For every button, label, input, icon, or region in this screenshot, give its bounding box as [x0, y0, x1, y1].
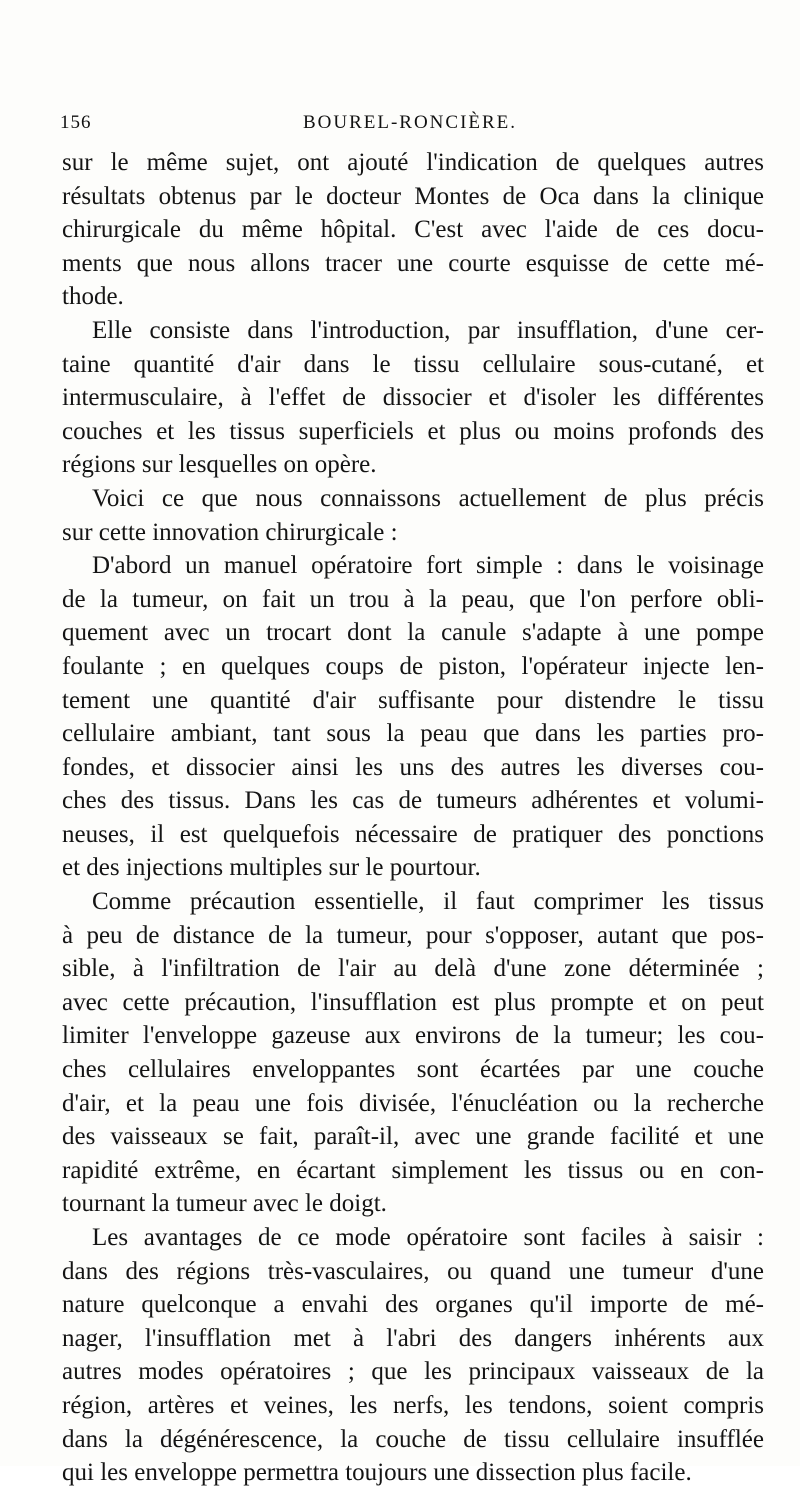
page-number: 156 [60, 112, 92, 133]
text-line: d'air, et la peau une fois divisée, l'énucléation ou la recherche [62, 1089, 764, 1117]
text-line: ches des tissus. Dans les cas de tumeurs adhérentes et volumi- [62, 787, 764, 815]
text-line: dans des régions très-vasculaires, ou quand une tumeur d'une [62, 1257, 764, 1285]
text-line: avec cette précaution, l'insufflation est plus prompte et on peut [62, 988, 764, 1016]
text-line: couches et les tissus superficiels et plus ou moins profonds des [62, 417, 764, 445]
text-line: de la tumeur, on fait un trou à la peau, que l'on perfore obli- [62, 585, 764, 613]
text-line: et des injections multiples sur le pourtour. [62, 854, 481, 882]
text-line: tournant la tumeur avec le doigt. [62, 1190, 387, 1218]
text-line: taine quantité d'air dans le tissu cellulaire sous-cutané, et [62, 350, 764, 378]
text-line: sible, à l'infiltration de l'air au delà d'une zone déterminée ; [62, 955, 764, 983]
text-line: régions sur lesquelles on opère. [62, 451, 377, 479]
text-line: cellulaire ambiant, tant sous la peau que dans les parties pro- [62, 720, 764, 748]
text-line: neuses, il est quelquefois nécessaire de pratiquer des ponctions [62, 820, 764, 848]
text-line: région, artères et veines, les nerfs, les tendons, soient compris [62, 1391, 764, 1419]
text-line: résultats obtenus par le docteur Montes de Oca dans la clinique [62, 182, 764, 210]
text-line: Voici ce que nous connaissons actuellement de plus précis [92, 484, 764, 512]
text-line: intermusculaire, à l'effet de dissocier et d'isoler les différentes [62, 384, 764, 412]
text-line: quement avec un trocart dont la canule s'adapte à une pompe [62, 619, 764, 647]
text-line: ments que nous allons tracer une courte esquisse de cette mé- [62, 249, 764, 277]
text-line: Comme précaution essentielle, il faut comprimer les tissus [92, 888, 764, 916]
text-line: thode. [62, 283, 124, 311]
text-line: qui les enveloppe permettra toujours une dissection plus facile. [62, 1459, 692, 1487]
text-line: foulante ; en quelques coups de piston, l'opérateur injecte len- [62, 652, 764, 680]
text-line: Les avantages de ce mode opératoire sont faciles à saisir : [92, 1224, 764, 1251]
text-line: dans la dégénérescence, la couche de tissu cellulaire insufflée [62, 1425, 764, 1453]
text-line: à peu de distance de la tumeur, pour s'opposer, autant que pos- [62, 921, 764, 949]
running-head: BOUREL-RONCIÈRE. [302, 112, 518, 133]
text-line: nature quelconque a envahi des organes qu'il importe de mé- [62, 1291, 764, 1319]
text-line: rapidité extrême, en écartant simplement les tissus ou en con- [62, 1156, 764, 1184]
text-line: des vaisseaux se fait, paraît-il, avec une grande facilité et une [62, 1123, 764, 1151]
text-line: D'abord un manuel opératoire fort simple : dans le voisinage [92, 552, 764, 580]
text-line: ches cellulaires enveloppantes sont écartées par une couche [62, 1056, 764, 1084]
text-line: Elle consiste dans l'introduction, par insufflation, d'une cer- [92, 316, 764, 344]
text-line: chirurgicale du même hôpital. C'est avec l'aide de ces docu- [62, 216, 764, 244]
page-header [60, 106, 760, 138]
text-line: sur cette innovation chirurgicale : [62, 518, 398, 546]
body-text [62, 146, 764, 1490]
text-line: fondes, et dissocier ainsi les uns des autres les diverses cou- [62, 753, 764, 781]
text-line: nager, l'insufflation met à l'abri des dangers inhérents aux [62, 1324, 764, 1352]
text-line: tement une quantité d'air suffisante pour distendre le tissu [62, 686, 764, 714]
text-line: sur le même sujet, ont ajouté l'indication de quelques autres [62, 149, 764, 176]
text-line: autres modes opératoires ; que les principaux vaisseaux de la [62, 1358, 764, 1386]
text-line: limiter l'enveloppe gazeuse aux environs de la tumeur; les cou- [62, 1022, 764, 1050]
